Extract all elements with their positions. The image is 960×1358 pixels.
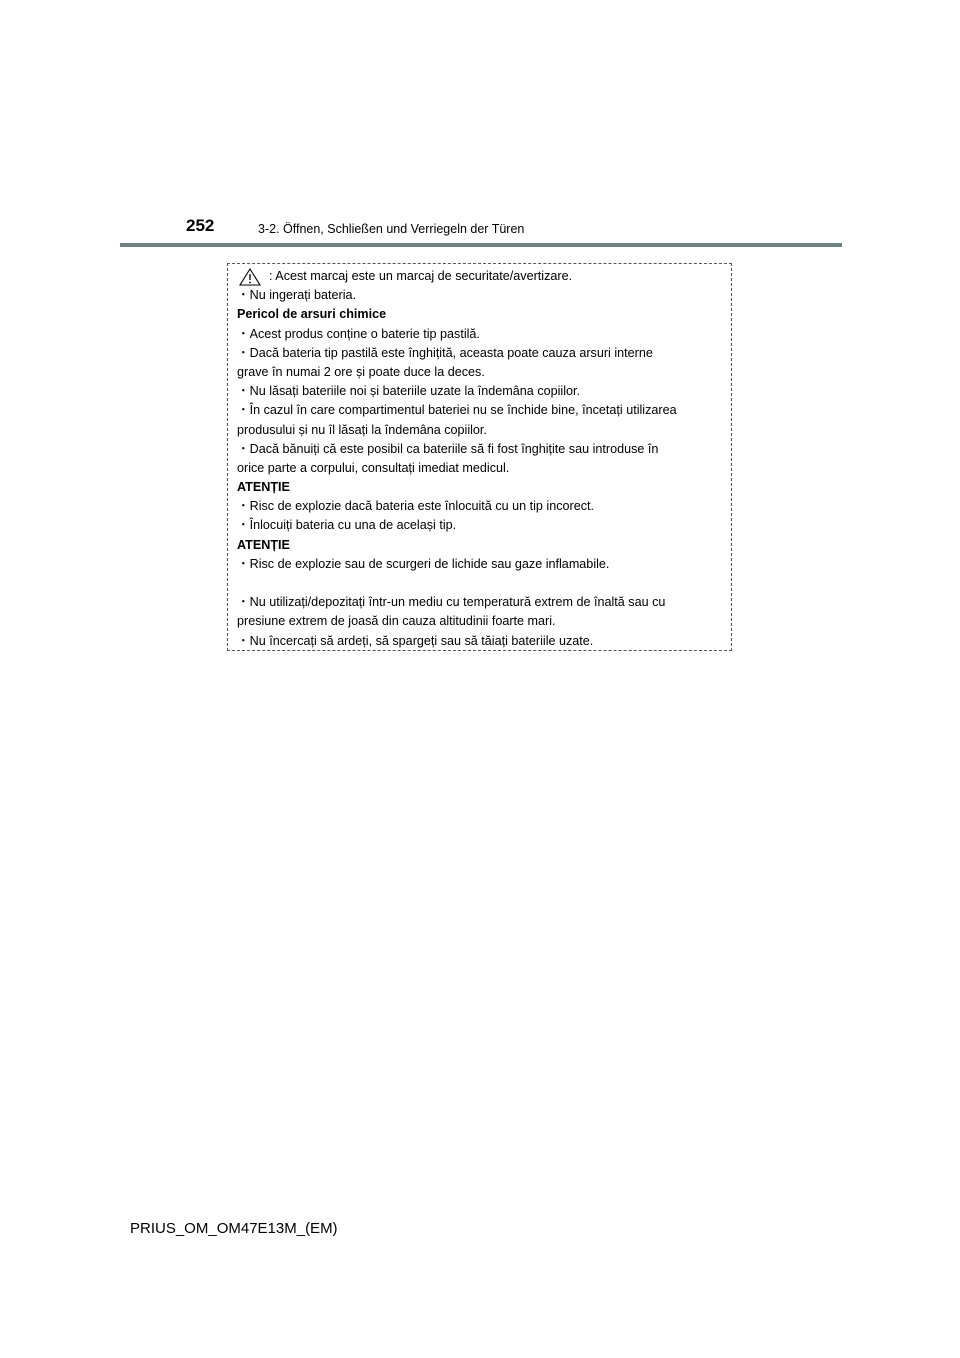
warning-heading-caution-1: ATENȚIE [237, 480, 290, 495]
warning-line-do-not-burn: ・ Nu încercați să ardeți, să spargeți sau să tăiați bateriile uzate. [237, 632, 731, 651]
warning-line-do-not-ingest: ・ Nu ingerați bateria. [237, 286, 731, 305]
warning-blank-line [237, 574, 731, 593]
page-number: 252 [186, 216, 215, 235]
warning-line-keep-away-children: ・ Nu lăsați bateriile noi și bateriile uzate la îndemâna copiilor. [237, 382, 731, 401]
warning-line-extreme-temperature-cont: presiune extrem de joasă din cauza altitudinii foarte mari. [237, 614, 556, 629]
warning-symbol-line [237, 267, 731, 286]
warning-line-contains-coin-battery: ・ Acest produs conține o baterie tip pastilă. [237, 325, 731, 344]
warning-line-seek-medical: ・ Dacă bănuiți că este posibil ca bateriile să fi fost înghițite sau introduse în [237, 440, 731, 459]
document-code: PRIUS_OM_OM47E13M_(EM) [130, 1220, 338, 1237]
warning-line-explosion-incorrect-type: ・ Risc de explozie dacă bateria este înlocuită cu un tip incorect. [237, 497, 731, 516]
warning-line-explosion-leak: ・ Risc de explozie sau de scurgeri de lichide sau gaze inflamabile. [237, 555, 731, 574]
warning-line-compartment-not-closing-cont: produsului și nu îl lăsați la îndemâna copiilor. [237, 422, 487, 437]
header-rule [120, 243, 842, 247]
section-title: 3-2. Öffnen, Schließen und Verriegeln der Türen [258, 222, 525, 236]
warning-line-extreme-temperature: ・ Nu utilizați/depozitați într-un mediu cu temperatură extrem de înaltă sau cu [237, 593, 731, 612]
warning-line-swallowed-burns-cont: grave în numai 2 ore și poate duce la deces. [237, 364, 485, 379]
warning-line-replace-same-type: ・ Înlocuiți bateria cu una de același tip. [237, 516, 731, 535]
warning-line-swallowed-burns: ・ Dacă bateria tip pastilă este înghițită, aceasta poate cauza arsuri interne [237, 344, 731, 363]
warning-line-compartment-not-closing: ・ În cazul în care compartimentul bateriei nu se închide bine, încetați utilizarea [237, 401, 731, 420]
warning-line-seek-medical-cont: orice parte a corpului, consultați imediat medicul. [237, 460, 510, 475]
warning-heading-caution-2: ATENȚIE [237, 537, 290, 552]
warning-symbol-text: : Acest marcaj este un marcaj de securitate/avertizare. [269, 269, 573, 283]
warning-triangle-icon [239, 268, 261, 286]
warning-heading-chemical-burn: Pericol de arsuri chimice [237, 307, 387, 322]
battery-warning-box [227, 263, 732, 651]
